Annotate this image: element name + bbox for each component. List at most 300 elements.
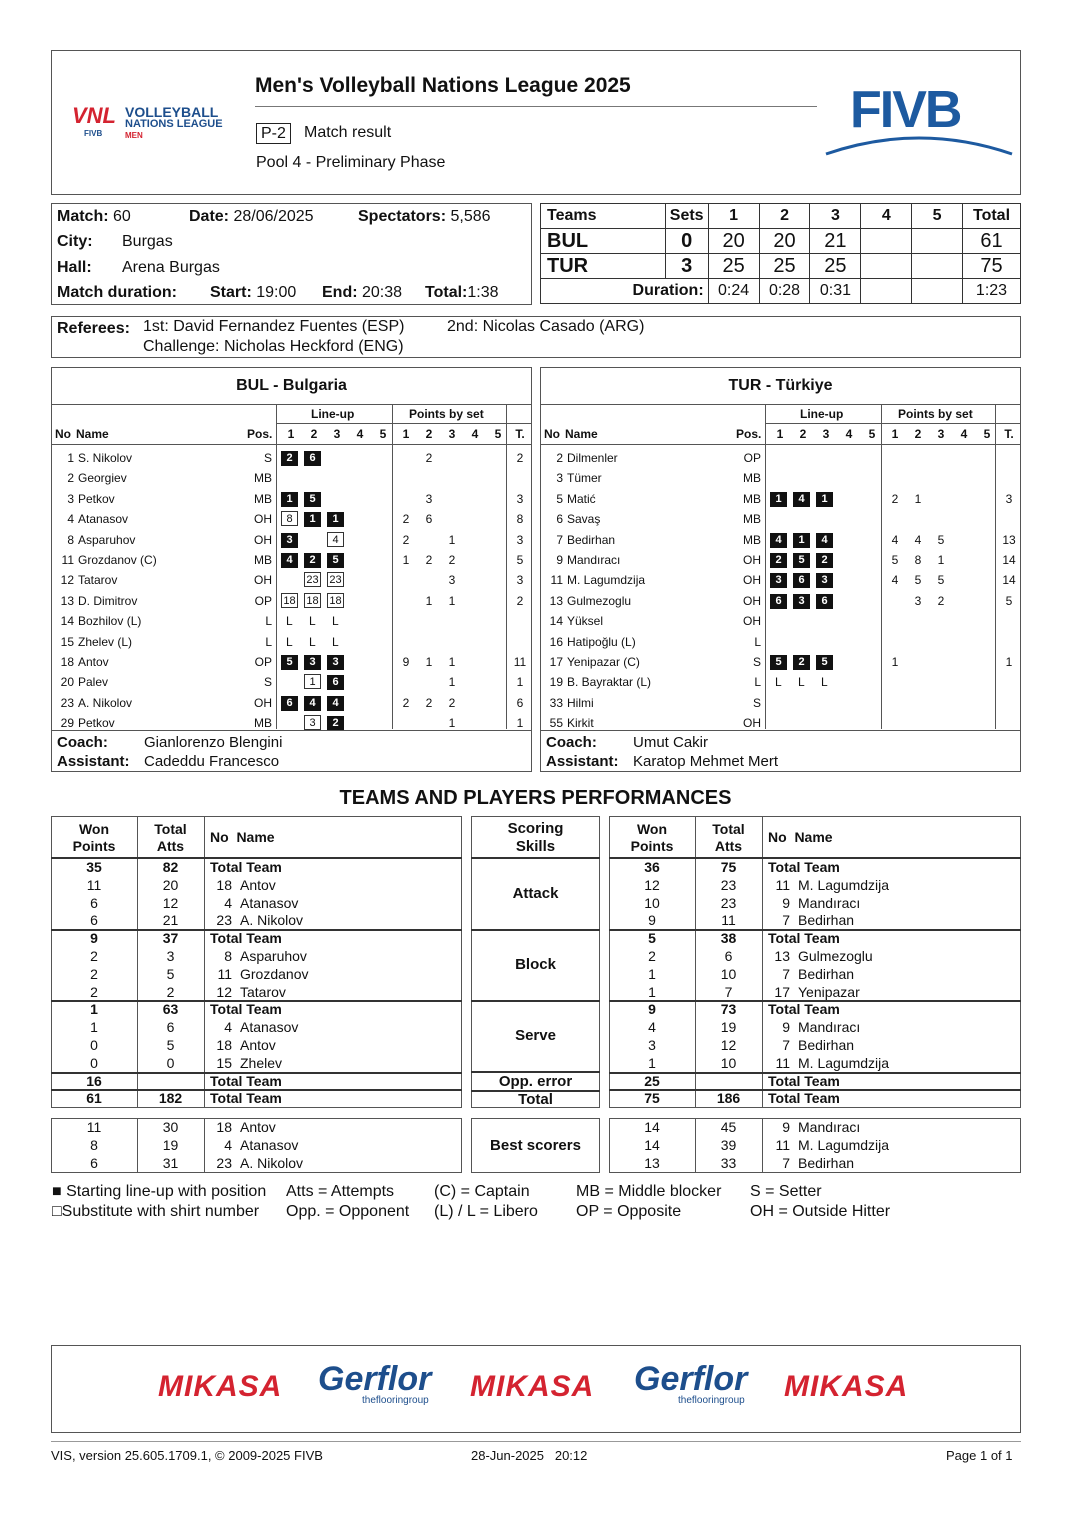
lineup-cell bbox=[793, 491, 810, 507]
perf-row bbox=[609, 895, 1021, 913]
perf-row bbox=[609, 966, 1021, 984]
coach-rule bbox=[52, 730, 531, 731]
player-name: Kirkit bbox=[567, 716, 594, 731]
shirt-no: 8 bbox=[224, 948, 232, 964]
perf-row bbox=[51, 859, 462, 877]
won-points: 25 bbox=[644, 1072, 660, 1089]
player-no: 12 bbox=[60, 573, 74, 588]
col-pos: Pos. bbox=[736, 427, 762, 441]
set-points: 2 bbox=[937, 593, 945, 608]
perf-row bbox=[609, 912, 1021, 930]
set-points: 2 bbox=[891, 491, 899, 506]
city-label: City: bbox=[57, 233, 93, 250]
won-points: 9 bbox=[648, 912, 656, 929]
perf-row bbox=[609, 930, 1021, 948]
won-points: 6 bbox=[90, 1155, 98, 1171]
starting-position: 6 bbox=[816, 594, 833, 609]
starting-position: 2 bbox=[304, 553, 321, 568]
player-pos: L bbox=[265, 614, 272, 629]
col-lineup-set-3: 3 bbox=[333, 427, 341, 441]
total-points: 3 bbox=[516, 532, 524, 547]
total-points: 14 bbox=[1002, 573, 1016, 588]
player-name: Asparuhov bbox=[240, 948, 307, 964]
player-pos: MB bbox=[743, 512, 761, 527]
col-lineup-set-2: 2 bbox=[799, 427, 807, 441]
col-lineup-set-1: 1 bbox=[776, 427, 784, 441]
set-points: 2 bbox=[402, 532, 410, 547]
col-lineup-set-4: 4 bbox=[845, 427, 853, 441]
lineup-cell bbox=[327, 572, 344, 587]
skill-block: Block bbox=[515, 956, 556, 974]
points-header: Points by set bbox=[898, 407, 973, 421]
total-points: 2 bbox=[516, 451, 524, 465]
player-pos: MB bbox=[254, 716, 272, 731]
player-row bbox=[52, 570, 531, 590]
col-points-set-3: 3 bbox=[448, 427, 456, 441]
player-name: Antov bbox=[240, 1119, 276, 1135]
col-points-set-2: 2 bbox=[425, 427, 433, 441]
total-points: 6 bbox=[516, 695, 524, 710]
total-atts: 23 bbox=[720, 894, 737, 911]
won-points: 9 bbox=[648, 1001, 656, 1018]
player-name: Mandıracı bbox=[798, 1119, 861, 1135]
won-points: 2 bbox=[90, 983, 98, 1000]
starting-position: 3 bbox=[816, 573, 833, 588]
col-points-set-1: 1 bbox=[402, 427, 410, 441]
player-name: Hatipoğlu (L) bbox=[567, 634, 636, 649]
coach-name: Gianlorenzo Blengini bbox=[144, 734, 283, 751]
total-atts: 63 bbox=[162, 1001, 179, 1018]
col-name: Name bbox=[76, 427, 109, 441]
player-name: Total Team bbox=[768, 1072, 840, 1089]
shirt-no: 23 bbox=[216, 1155, 232, 1171]
best-row bbox=[609, 1119, 1021, 1137]
player-name: Dilmenler bbox=[567, 451, 618, 465]
skills-header: Skills bbox=[515, 838, 556, 855]
set-points: 1 bbox=[402, 553, 410, 567]
starting-position: 6 bbox=[770, 594, 787, 609]
set-points: 2 bbox=[448, 553, 456, 567]
lineup-cell bbox=[816, 532, 833, 548]
player-name: M. Lagumdzija bbox=[798, 1137, 890, 1153]
player-name: Asparuhov bbox=[78, 532, 136, 547]
player-name: Gulmezoglu bbox=[567, 593, 632, 608]
player-pos: MB bbox=[743, 491, 761, 506]
set-points: 2 bbox=[425, 553, 433, 567]
gerflor-logo-1: Gerflor theflooringroup bbox=[318, 1360, 432, 1406]
col-points-set-3: 3 bbox=[937, 427, 945, 441]
player-row bbox=[541, 611, 1020, 631]
lineup-cell bbox=[304, 593, 321, 608]
player-pos: OP bbox=[254, 593, 272, 608]
assistant-name: Karatop Mehmet Mert bbox=[633, 753, 779, 770]
player-name: Zhelev bbox=[240, 1054, 283, 1071]
player-pos: OH bbox=[743, 593, 761, 608]
set-points: 6 bbox=[425, 512, 433, 527]
starting-position: 3 bbox=[770, 573, 787, 588]
player-name: Total Team bbox=[210, 859, 282, 875]
player-no: 9 bbox=[556, 553, 563, 567]
player-name: Total Team bbox=[768, 1001, 840, 1018]
player-pos: OH bbox=[743, 614, 761, 629]
player-no: 2 bbox=[67, 471, 74, 486]
player-row bbox=[541, 448, 1020, 468]
referees-label: Referees: bbox=[57, 320, 130, 337]
lineup-cell bbox=[793, 654, 810, 670]
footer-page: Page 1 of 1 bbox=[946, 1448, 1013, 1463]
player-pos: OP bbox=[254, 655, 272, 669]
set-points: 1 bbox=[448, 593, 456, 608]
mikasa-logo-1: MIKASA bbox=[158, 1370, 283, 1403]
player-no: 17 bbox=[549, 655, 563, 669]
starting-position: 5 bbox=[793, 553, 810, 568]
player-no: 3 bbox=[67, 491, 74, 506]
best-row bbox=[51, 1155, 462, 1173]
player-no: 8 bbox=[67, 532, 74, 547]
won-points: 5 bbox=[648, 930, 656, 947]
col-lineup-set-5: 5 bbox=[379, 427, 387, 441]
lineup-cell bbox=[304, 695, 321, 711]
player-name: Total Team bbox=[210, 1090, 282, 1107]
player-row bbox=[541, 672, 1020, 692]
perf-row bbox=[51, 948, 462, 966]
set-points: 3 bbox=[425, 491, 433, 506]
lineup-cell bbox=[327, 552, 344, 568]
player-name: B. Bayraktar (L) bbox=[567, 675, 652, 690]
lineup-cell bbox=[816, 491, 833, 507]
set-points: 2 bbox=[448, 695, 456, 710]
total-atts: 75 bbox=[720, 859, 737, 875]
player-pos: S bbox=[263, 451, 272, 465]
starting-position: 2 bbox=[281, 451, 298, 466]
footer-version: VIS, version 25.605.1709.1, © 2009-2025 FIVB bbox=[51, 1448, 323, 1463]
col-no: No bbox=[55, 427, 71, 441]
starting-position: 1 bbox=[327, 512, 344, 527]
col-points-set-4: 4 bbox=[471, 427, 479, 441]
total-atts: 73 bbox=[720, 1001, 737, 1018]
assistant-label: Assistant: bbox=[546, 753, 619, 770]
col-total: T. bbox=[1004, 427, 1014, 441]
col-lineup-set-3: 3 bbox=[822, 427, 830, 441]
legend-atts: Atts = Attempts bbox=[286, 1183, 395, 1200]
referee-challenge: Challenge: Nicholas Heckford (ENG) bbox=[143, 338, 404, 355]
player-name: Petkov bbox=[78, 491, 115, 506]
perf-row bbox=[51, 1090, 462, 1108]
player-name: Grozdanov (C) bbox=[78, 553, 157, 567]
lineup-cell bbox=[281, 552, 298, 568]
lineup-cell: L bbox=[286, 614, 293, 629]
legend-mb: MB = Middle blocker bbox=[576, 1183, 722, 1200]
total-points: 11 bbox=[513, 655, 527, 669]
col-points-set-2: 2 bbox=[914, 427, 922, 441]
total-points: 5 bbox=[516, 553, 524, 567]
best-row bbox=[51, 1137, 462, 1155]
won-points: 11 bbox=[86, 876, 102, 893]
player-name: S. Nikolov bbox=[78, 451, 133, 465]
skill-total: Total bbox=[518, 1091, 553, 1108]
won-points: 8 bbox=[90, 1137, 98, 1153]
col-points-set-4: 4 bbox=[960, 427, 968, 441]
legend-captain: (C) = Captain bbox=[434, 1183, 530, 1200]
total-atts: 19 bbox=[162, 1137, 179, 1153]
set-points: 1 bbox=[448, 532, 456, 547]
shirt-no: 4 bbox=[224, 894, 232, 911]
pool-phase: Pool 4 - Preliminary Phase bbox=[256, 154, 446, 171]
roster-title: TUR - Türkiye bbox=[728, 377, 833, 394]
lineup-cell bbox=[816, 572, 833, 588]
player-no: 15 bbox=[60, 634, 74, 649]
no-name-header: No Name bbox=[768, 829, 833, 845]
player-no: 5 bbox=[556, 491, 563, 506]
shirt-no: 23 bbox=[216, 912, 232, 929]
footer-rule bbox=[51, 1441, 1021, 1442]
match-date: Date: 28/06/2025 bbox=[189, 208, 314, 225]
player-name: Total Team bbox=[768, 930, 840, 947]
coach-rule bbox=[541, 730, 1020, 731]
total-points: 1 bbox=[516, 716, 524, 731]
total-atts: 5 bbox=[166, 1037, 175, 1053]
total-atts: 20 bbox=[162, 876, 179, 893]
player-name: Atanasov bbox=[240, 1019, 299, 1036]
total-points: 14 bbox=[1002, 553, 1016, 567]
shirt-no: 7 bbox=[782, 965, 790, 982]
total-points: 3 bbox=[516, 573, 524, 588]
total-atts: 38 bbox=[720, 930, 737, 947]
lineup-cell: L bbox=[775, 675, 782, 690]
player-row bbox=[541, 570, 1020, 590]
player-row bbox=[52, 632, 531, 652]
player-no: 55 bbox=[549, 716, 563, 731]
doc-type: Match result bbox=[304, 124, 392, 141]
total-points: 3 bbox=[1005, 491, 1013, 506]
player-no: 16 bbox=[549, 634, 563, 649]
won-points: 61 bbox=[86, 1090, 102, 1107]
perf-row bbox=[609, 948, 1021, 966]
col-name: Name bbox=[565, 427, 598, 441]
player-name: Total Team bbox=[210, 930, 282, 947]
player-no: 19 bbox=[549, 675, 563, 690]
start-time: Start: 19:00 bbox=[210, 284, 297, 301]
header-divider bbox=[276, 423, 531, 424]
player-row bbox=[52, 489, 531, 509]
substitute-number: 23 bbox=[304, 572, 321, 587]
set-points: 5 bbox=[891, 553, 899, 567]
referee-first: 1st: David Fernandez Fuentes (ESP) bbox=[143, 318, 405, 335]
player-name: Antov bbox=[78, 655, 109, 669]
starting-position: 6 bbox=[304, 451, 321, 466]
won-points: 9 bbox=[90, 930, 98, 947]
starting-position: 4 bbox=[770, 533, 787, 548]
total-atts: 19 bbox=[720, 1019, 737, 1036]
set-points: 1 bbox=[425, 593, 433, 608]
scoring-header: Scoring bbox=[507, 820, 564, 837]
starting-position: 1 bbox=[816, 492, 833, 507]
won-points: 14 bbox=[644, 1119, 660, 1135]
starting-position: 4 bbox=[304, 696, 321, 711]
starting-position: 3 bbox=[327, 655, 344, 670]
player-row bbox=[541, 591, 1020, 611]
shirt-no: 11 bbox=[775, 1137, 790, 1153]
starting-position: 2 bbox=[327, 716, 344, 731]
lineup-cell bbox=[304, 450, 321, 466]
roster-bul bbox=[51, 367, 532, 772]
mikasa-logo-3: MIKASA bbox=[784, 1370, 909, 1403]
perf-row bbox=[51, 1001, 462, 1019]
assistant-label: Assistant: bbox=[57, 753, 130, 770]
player-row bbox=[52, 693, 531, 713]
player-name: Bedirhan bbox=[567, 532, 616, 547]
score-header-row: Teams Sets 1 2 3 4 5 Total bbox=[541, 204, 1021, 229]
legend-oh: OH = Outside Hitter bbox=[750, 1203, 891, 1220]
starting-position: 4 bbox=[793, 492, 810, 507]
set-points: 1 bbox=[448, 716, 456, 731]
lineup-cell: L bbox=[332, 614, 339, 629]
player-name: Total Team bbox=[768, 1090, 840, 1107]
player-name: Gulmezoglu bbox=[798, 948, 873, 964]
roster-title: BUL - Bulgaria bbox=[236, 377, 347, 394]
won-points: 1 bbox=[90, 1019, 98, 1036]
skill-rule bbox=[471, 1000, 600, 1002]
shirt-no: 9 bbox=[782, 1019, 790, 1036]
vnl-mark: VNL bbox=[72, 103, 116, 128]
hall-label: Hall: bbox=[57, 259, 92, 276]
total-atts: 6 bbox=[724, 948, 733, 964]
starting-position: 1 bbox=[793, 533, 810, 548]
header-divider bbox=[765, 423, 1020, 424]
lineup-cell bbox=[304, 715, 321, 730]
total-points: 5 bbox=[1005, 593, 1013, 608]
starting-position: 6 bbox=[327, 675, 344, 690]
total-points: 1 bbox=[516, 675, 524, 690]
lineup-cell bbox=[327, 593, 344, 608]
lineup-cell: L bbox=[821, 675, 828, 690]
starting-position: 5 bbox=[281, 655, 298, 670]
player-name: A. Nikolov bbox=[240, 912, 304, 929]
lineup-header: Line-up bbox=[311, 407, 355, 421]
set-points: 3 bbox=[448, 573, 456, 588]
won-points: 75 bbox=[644, 1090, 660, 1107]
player-pos: MB bbox=[743, 532, 761, 547]
player-name: Mandıracı bbox=[798, 1019, 861, 1036]
won-points: 11 bbox=[86, 1119, 102, 1135]
player-name: Matić bbox=[567, 491, 596, 506]
player-pos: OH bbox=[743, 716, 761, 731]
coach-name: Umut Cakir bbox=[633, 734, 709, 751]
total-atts: 10 bbox=[720, 1054, 737, 1071]
shirt-no: 17 bbox=[774, 983, 790, 1000]
player-name: Yenipazar bbox=[798, 983, 860, 1000]
fivb-swoosh-icon bbox=[824, 130, 1014, 160]
player-pos: L bbox=[754, 675, 761, 690]
player-name: Tümer bbox=[567, 471, 602, 486]
player-pos: L bbox=[754, 634, 761, 649]
lineup-cell bbox=[304, 674, 321, 689]
player-no: 1 bbox=[67, 451, 74, 465]
player-no: 18 bbox=[60, 655, 74, 669]
shirt-no: 9 bbox=[782, 1119, 790, 1135]
col-points-set-5: 5 bbox=[494, 427, 502, 441]
lineup-cell: L bbox=[798, 675, 805, 690]
player-no: 3 bbox=[556, 471, 563, 486]
shirt-no: 12 bbox=[216, 983, 232, 1000]
set-points: 3 bbox=[914, 593, 922, 608]
shirt-no: 18 bbox=[216, 1037, 232, 1053]
performance-tur bbox=[609, 816, 1021, 1173]
title-rule bbox=[255, 106, 817, 107]
shirt-no: 11 bbox=[775, 876, 790, 893]
city-value: Burgas bbox=[122, 233, 173, 250]
perf-row bbox=[51, 895, 462, 913]
starting-position: 6 bbox=[281, 696, 298, 711]
set-points: 2 bbox=[425, 695, 433, 710]
player-pos: OH bbox=[743, 553, 761, 567]
starting-position: 3 bbox=[281, 533, 298, 548]
lineup-cell bbox=[770, 552, 787, 568]
player-no: 13 bbox=[60, 593, 74, 608]
perf-row bbox=[609, 877, 1021, 895]
header-bottom-rule bbox=[52, 444, 531, 445]
won-points: 2 bbox=[90, 965, 98, 982]
player-name: A. Nikolov bbox=[78, 695, 133, 710]
roster-tur bbox=[540, 367, 1021, 772]
match-number: Match: 60 bbox=[57, 208, 131, 225]
perf-row bbox=[609, 1037, 1021, 1055]
lineup-cell bbox=[327, 715, 344, 731]
coach-label: Coach: bbox=[546, 734, 597, 751]
shirt-no: 18 bbox=[216, 876, 232, 893]
lineup-cell bbox=[770, 654, 787, 670]
set-points: 1 bbox=[425, 655, 433, 669]
vnl-fivb-small: FIVB bbox=[84, 129, 103, 138]
perf-row bbox=[609, 1073, 1021, 1091]
starting-position: 5 bbox=[816, 655, 833, 670]
points-header: Points bbox=[630, 838, 674, 854]
total-atts: 182 bbox=[158, 1090, 183, 1107]
won-points: 0 bbox=[90, 1037, 98, 1053]
player-row bbox=[541, 509, 1020, 529]
col-lineup-set-1: 1 bbox=[287, 427, 295, 441]
gerflor-logo-2: Gerflor theflooringroup bbox=[634, 1360, 748, 1406]
player-pos: OH bbox=[254, 532, 272, 547]
player-name: Total Team bbox=[768, 859, 840, 875]
vnl-line2: NATIONS LEAGUE bbox=[125, 118, 223, 130]
performance-title: TEAMS AND PLAYERS PERFORMANCES bbox=[339, 787, 732, 809]
won-points: 12 bbox=[644, 876, 660, 893]
player-row bbox=[52, 509, 531, 529]
won-points: 36 bbox=[644, 859, 660, 875]
player-name: Antov bbox=[240, 876, 276, 893]
lineup-cell bbox=[816, 552, 833, 568]
won-header: Won bbox=[78, 821, 110, 837]
lineup-cell bbox=[327, 674, 344, 690]
player-row bbox=[52, 550, 531, 570]
points-header: Points bbox=[72, 838, 116, 854]
substitute-number: 18 bbox=[304, 593, 321, 608]
player-name: Bozhilov (L) bbox=[78, 614, 142, 629]
total-header: Total bbox=[712, 821, 745, 837]
won-points: 10 bbox=[644, 894, 660, 911]
set-points: 1 bbox=[448, 675, 456, 690]
total-atts: 0 bbox=[166, 1054, 175, 1071]
player-pos: S bbox=[263, 675, 272, 690]
performance-bul bbox=[51, 816, 462, 1173]
perf-row bbox=[51, 930, 462, 948]
shirt-no: 15 bbox=[216, 1054, 232, 1071]
player-name: Yüksel bbox=[567, 614, 604, 629]
total-points: 13 bbox=[1002, 532, 1016, 547]
set-points: 9 bbox=[402, 655, 410, 669]
vnl-line1: VOLLEYBALL bbox=[125, 104, 219, 120]
